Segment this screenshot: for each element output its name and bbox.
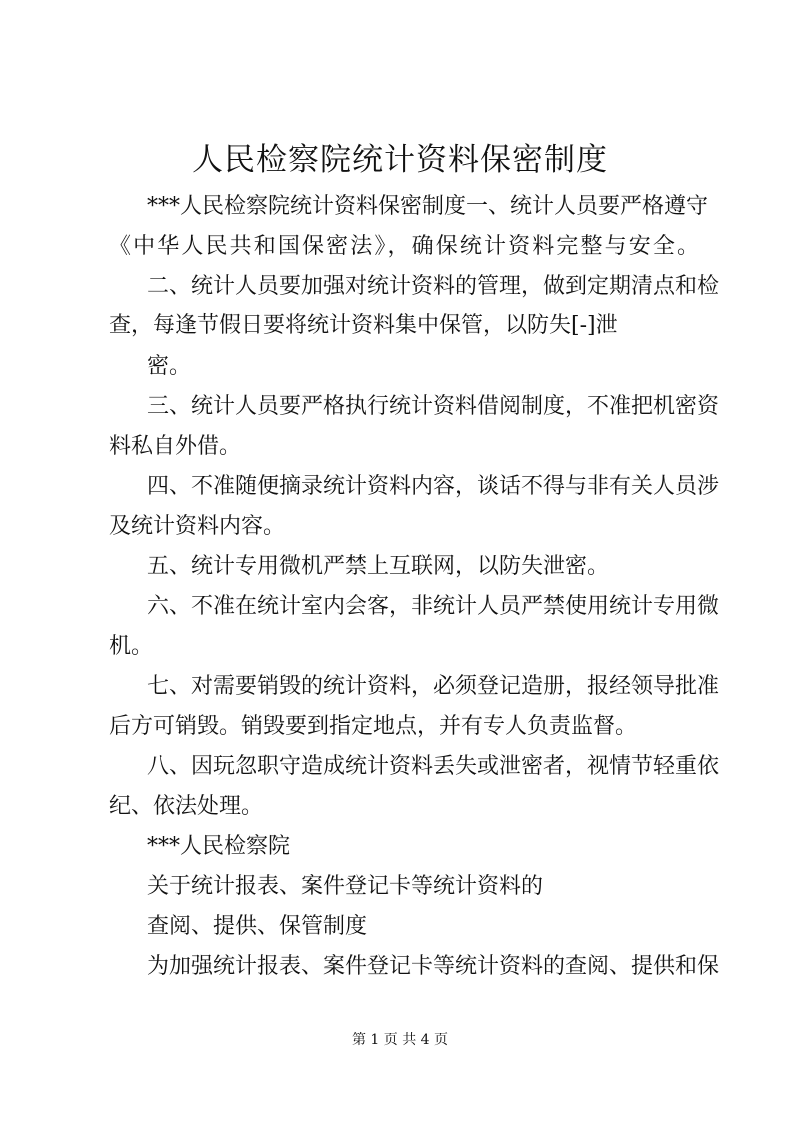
body-line-6: 三、统计人员要严格执行统计资料借阅制度，不准把机密资 (147, 394, 720, 419)
body-line-12: 机。 (109, 634, 154, 659)
body-line-13: 七、对需要销毁的统计资料，必须登记造册，报经领导批准 (147, 674, 720, 699)
body-line-20: 为加强统计报表、案件登记卡等统计资料的查阅、提供和保 (147, 954, 720, 979)
body-line-18: 关于统计报表、案件登记卡等统计资料的 (147, 874, 544, 899)
body-line-4: 查，每逢节假日要将统计资料集中保管，以防失[-]泄 (109, 313, 618, 338)
body-line-17: ***人民检察院 (147, 834, 291, 859)
body-line-19: 查阅、提供、保管制度 (147, 914, 368, 939)
page-number-footer: 第 1 页 共 4 页 (351, 1032, 449, 1048)
body-line-2: 《中华人民共和国保密法》，确保统计资料完整与安全。 (109, 234, 699, 259)
body-line-1: ***人民检察院统计资料保密制度一、统计人员要严格遵守 (147, 194, 709, 219)
body-line-15: 八、因玩忽职守造成统计资料丢失或泄密者，视情节轻重依 (147, 754, 720, 779)
body-line-16: 纪、依法处理。 (109, 794, 264, 819)
body-line-10: 五、统计专用微机严禁上互联网，以防失泄密。 (147, 554, 610, 579)
body-line-14: 后方可销毁。销毁要到指定地点，并有专人负责监督。 (109, 714, 638, 739)
document-title: 人民检察院统计资料保密制度 (192, 142, 608, 178)
body-line-11: 六、不准在统计室内会客，非统计人员严禁使用统计专用微 (147, 594, 720, 619)
body-line-9: 及统计资料内容。 (109, 514, 286, 539)
body-line-3: 二、统计人员要加强对统计资料的管理，做到定期清点和检 (147, 274, 720, 299)
body-line-8: 四、不准随便摘录统计资料内容，谈话不得与非有关人员涉 (147, 474, 720, 499)
body-line-5: 密。 (147, 354, 192, 379)
body-line-7: 料私自外借。 (109, 434, 242, 459)
